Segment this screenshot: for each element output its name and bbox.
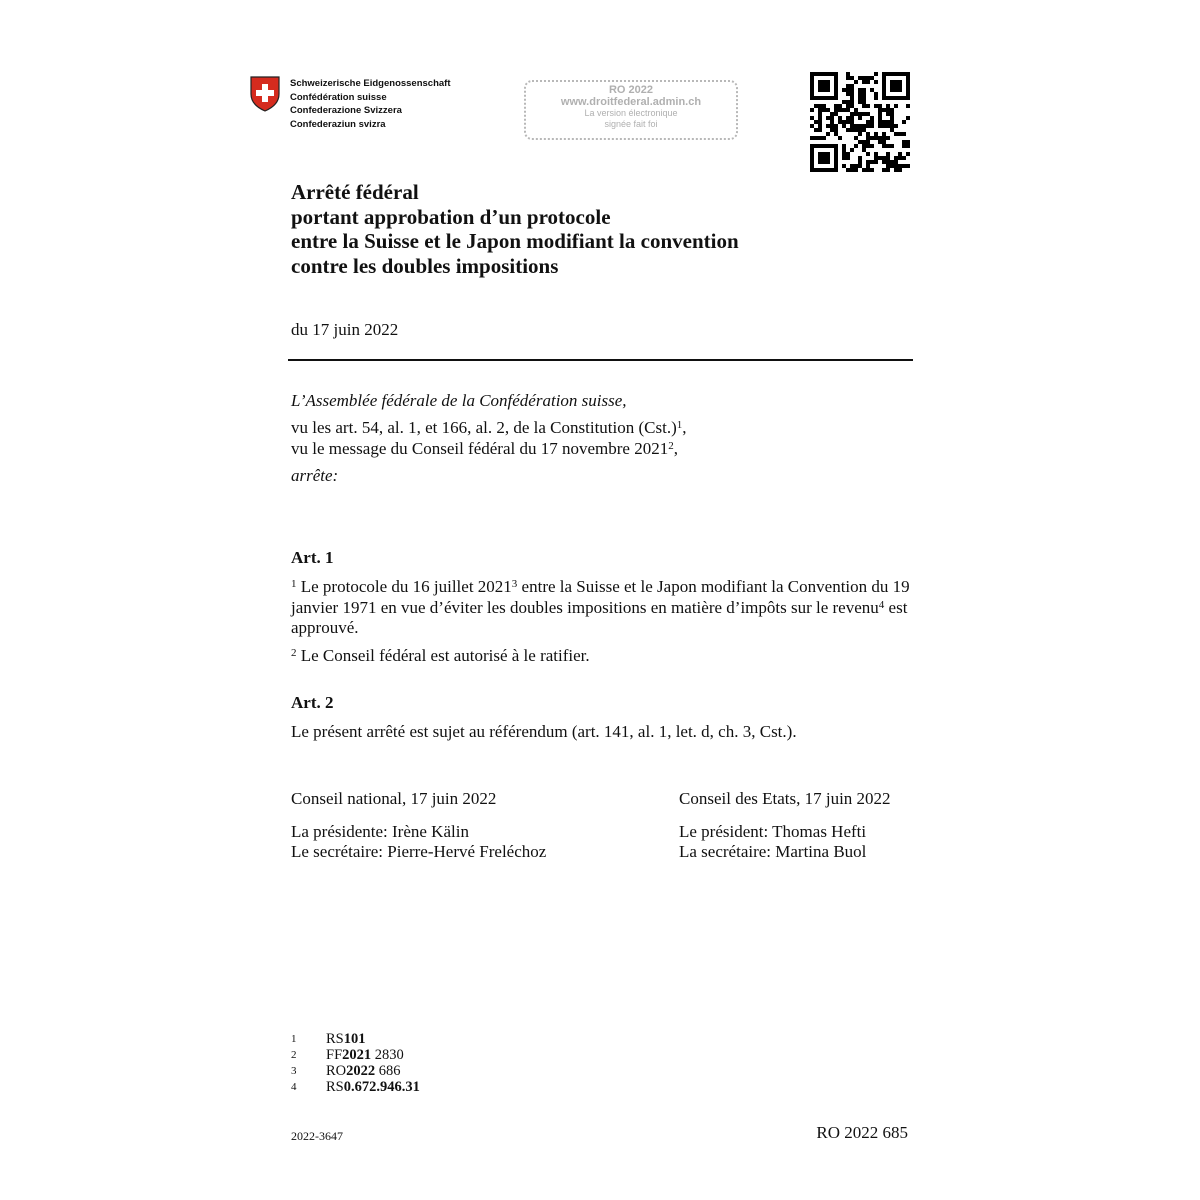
title-line: Arrêté fédéral [291, 180, 419, 204]
federation-name-fr: Confédération suisse [290, 91, 387, 103]
secretary-name: Le secrétaire: Pierre-Hervé Freléchoz [291, 842, 547, 861]
document-date: du 17 juin 2022 [291, 320, 399, 339]
title-line: portant approbation d’un protocole [291, 204, 611, 229]
document-number: 2022-3647 [291, 1129, 343, 1143]
message-line: vu le message du Conseil fédéral du 17 novembre 2021$^2$, [291, 439, 678, 458]
footnote-ref-1[interactable]: 1 [676, 419, 683, 431]
stamp-url: www.droitfederal.admin.ch [560, 96, 702, 108]
article-1-heading: Art. 1 [291, 548, 334, 567]
council-date: Conseil national, 17 juin 2022 [291, 789, 497, 808]
signature-stamp [524, 80, 738, 140]
secretary-name: La secrétaire: Martina Buol [679, 842, 867, 861]
ro-reference: RO 2022 685 [816, 1123, 908, 1142]
president-name: La présidente: Irène Kälin [291, 821, 469, 841]
council-date: Conseil des Etats, 17 juin 2022 [679, 789, 891, 808]
footnote: 3 RO 2022 686 [291, 1063, 401, 1079]
swiss-shield-icon [250, 76, 280, 112]
title-divider [288, 359, 913, 361]
footnote-link[interactable]: 101 [343, 1031, 366, 1047]
footnote-ref-3[interactable]: 3 [511, 578, 518, 590]
assembly-line: L’Assemblée fédérale de la Confédération suisse, [291, 391, 627, 410]
stamp-note-2: signée fait foi [604, 119, 658, 129]
legal-basis-line: vu les art. 54, al. 1, et 166, al. 2, de la Constitution $(Cst.)^1$, [291, 418, 687, 437]
federation-name-de: Schweizerische Eidgenossenschaft [290, 78, 451, 89]
footnote-link[interactable]: 2022 [346, 1063, 376, 1079]
title-line: entre la Suisse et le Japon modifiant la convention [291, 229, 739, 253]
footnote-link[interactable]: 2021 [342, 1047, 372, 1063]
article-1-paragraph-2: $^2$ Le Conseil fédéral est autorisé à le ratifier. [291, 646, 590, 665]
footnotes [291, 1031, 420, 1095]
federation-name-rm: Confederaziun svizra [290, 118, 386, 130]
footnote: 1 RS 101 [291, 1031, 366, 1047]
federation-name-it: Confederazione Svizzera [290, 105, 402, 116]
president-name: Le président: Thomas Hefti [679, 821, 867, 841]
federal-logo [250, 76, 451, 131]
footnote-ref-2[interactable]: 2 [668, 440, 674, 452]
stamp-ro: RO 2022 [608, 84, 654, 96]
footnote-link[interactable]: 0.672.946.31 [343, 1079, 420, 1095]
footnote-ref-4[interactable]: 4 [878, 598, 885, 611]
footnote: 2 FF 2021 2830 [291, 1047, 404, 1063]
article-2-heading: Art. 2 [291, 693, 334, 712]
document-title [291, 180, 739, 278]
stamp-note-1: La version électronique [584, 108, 678, 118]
preamble [291, 390, 687, 486]
title-line: contre les doubles impositions [291, 253, 559, 278]
federation-names [290, 77, 451, 131]
decree-line: arrête: [291, 466, 339, 485]
article-2-text: Le présent arrêté est sujet au référendum (art. 141, al. 1, let. d, ch. 3, Cst.). [291, 722, 797, 741]
article-1-paragraph-1: $^1$ Le protocole du 16 juillet 2021$^3$ entre la Suisse et le Japon modifiant la Convention du 19 janvier 1971 en vue d’éviter les doubles impositions en matière d’impôts sur le revenu$^4$ est approuvé. [291, 577, 910, 637]
qr-code-icon [810, 72, 910, 172]
footnote: 4 RS 0.672.946.31 [291, 1079, 420, 1095]
signature-states-council [679, 789, 891, 863]
signature-national-council [291, 789, 546, 863]
